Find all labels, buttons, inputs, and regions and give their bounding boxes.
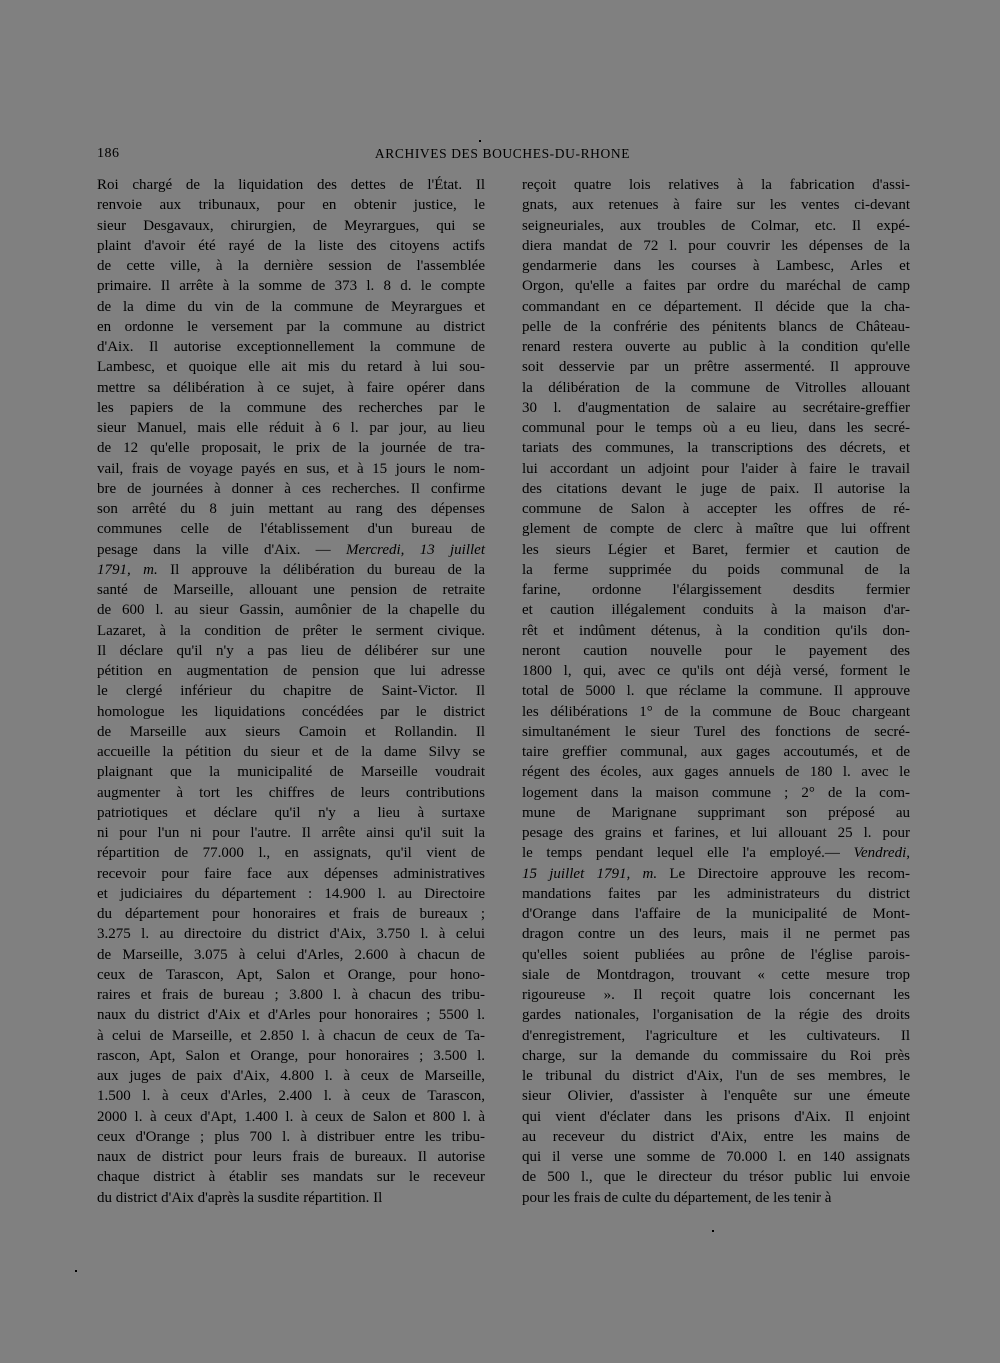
- line-text: rigoureuse ». Il reçoit quatre lois concernant les: [522, 987, 910, 1003]
- line-text: de cette ville, à la dernière session de l'assemblée: [97, 258, 485, 274]
- line-text: ni pour l'un ni pour l'autre. Il arrête ainsi qu'il suit la: [97, 825, 485, 841]
- line-text: d'enregistrement, l'agriculture et les cultivateurs. Il: [522, 1027, 910, 1044]
- line-text: le clergé inférieur du chapitre de Saint-Victor. Il: [97, 683, 485, 700]
- line-text: Le Directoire approuve les recom-: [657, 865, 910, 882]
- left-text-column: [97, 175, 485, 1208]
- line-text: plaignant que la municipalité de Marseille voudrait: [97, 764, 485, 781]
- text-line: [522, 965, 910, 985]
- scan-speck: [75, 1270, 77, 1272]
- text-line: [522, 924, 910, 944]
- text-line: [522, 256, 910, 276]
- line-text: communal pour le temps où a eu lieu, dans les secré-: [522, 420, 910, 436]
- scan-speck: [479, 140, 481, 142]
- line-text: de 600 l. au sieur Gassin, aumônier de la chapelle du: [97, 602, 485, 619]
- text-line: [522, 1046, 910, 1066]
- text-line: [97, 580, 485, 600]
- line-text: 30 l. d'augmentation de salaire au secrétaire-greffier: [522, 399, 910, 416]
- text-line: [522, 681, 910, 701]
- text-line: [97, 681, 485, 701]
- line-text: patriotiques et déclare qu'il n'y a lieu à surtaxe: [97, 804, 485, 821]
- line-text: la ferme supprimée du poids communal de la: [522, 561, 910, 578]
- text-line: [97, 641, 485, 661]
- line-text: renvoie aux tribunaux, pour en obtenir justice, le: [97, 197, 485, 214]
- line-text: chaque district à établir ses mandats sur le receveur: [97, 1169, 485, 1186]
- text-line: [97, 945, 485, 965]
- line-text: siale de Montdragon, trouvant « cette mesure trop: [522, 966, 910, 983]
- text-line: [522, 1086, 910, 1106]
- line-text: ceux d'Orange ; plus 700 l. à distribuer entre les tribu-: [97, 1128, 485, 1145]
- text-line: [522, 722, 910, 742]
- text-line: [97, 904, 485, 924]
- line-text: Lazaret, à la condition de prêter le serment civique.: [97, 622, 485, 639]
- text-line: [522, 1005, 910, 1025]
- line-text: 2000 l. à ceux d'Apt, 1.400 l. à ceux de Salon et 800 l. à: [97, 1108, 485, 1125]
- text-line: [97, 843, 485, 863]
- line-text: du district d'Aix d'après la susdite répartition. Il: [97, 1189, 383, 1206]
- text-line: [97, 256, 485, 276]
- line-text: de Marseille aux sieurs Camoin et Rollandin. Il: [97, 723, 485, 740]
- text-line: [97, 1005, 485, 1025]
- line-text: en ordonne le versement par la commune au district: [97, 318, 485, 335]
- text-line: [97, 783, 485, 803]
- line-text: augmenter à tort les chiffres de leurs contributions: [97, 784, 485, 801]
- text-line: [522, 236, 910, 256]
- line-text: les délibérations 1° de la commune de Bouc chargeant: [522, 703, 910, 720]
- line-text: Il approuve la délibération du bureau de la: [157, 561, 485, 578]
- text-line: [97, 175, 485, 195]
- line-text: diera mandat de 72 l. pour couvrir les dépenses de la: [522, 237, 910, 254]
- line-text: les papiers de la commune des recherches par le: [97, 399, 485, 416]
- text-line: [97, 540, 485, 560]
- text-line: [97, 1107, 485, 1127]
- line-text: seigneuriales, aux troubles de Colmar, etc. Il expé-: [522, 217, 910, 234]
- line-text: et judiciaires du département : 14.900 l. au Directoire: [97, 885, 485, 902]
- page-number: 186: [97, 146, 120, 161]
- line-text: Il déclare qu'il n'y a pas lieu de délibérer sur une: [97, 642, 485, 659]
- page-header: [97, 146, 908, 168]
- line-text: naux du district d'Aix et d'Arles pour honoraires ; 5500 l.: [97, 1007, 485, 1024]
- line-text: régent des écoles, aux gages annuels de 180 l. avec le: [522, 764, 910, 781]
- line-text: plaint d'avoir été rayé de la liste des citoyens actifs: [97, 237, 485, 254]
- text-line: [97, 1127, 485, 1147]
- line-text: raires et frais de bureau ; 3.800 l. à chacun des tribu-: [97, 987, 485, 1003]
- line-text: gendarmerie dans les courses à Lambesc, Arles et: [522, 258, 910, 274]
- text-line: [97, 661, 485, 681]
- line-text: logement dans la maison commune ; 2° de la com-: [522, 784, 910, 801]
- line-text: sieur Olivier, d'assister à l'enquête sur une émeute: [522, 1088, 910, 1105]
- line-text: pesage des grains et farines, et lui allouant 25 l. pour: [522, 825, 910, 841]
- text-line: [522, 1167, 910, 1187]
- text-line: [97, 965, 485, 985]
- line-text: de 500 l., que le directeur du trésor public lui envoie: [522, 1169, 910, 1186]
- line-text: du département pour honoraires et frais de bureaux ;: [97, 906, 485, 922]
- line-text: pétition en augmentation de pension que lui adresse: [97, 663, 485, 679]
- line-text: Lambesc, et quoique elle ait mis du retard à lui sou-: [97, 359, 485, 376]
- line-text: mandations faites par les administrateurs du district: [522, 885, 910, 902]
- line-text: qui il verse une somme de 70.000 l. en 140 assignats: [522, 1149, 910, 1165]
- line-text: et caution illégalement conduits à la maison d'ar-: [522, 602, 910, 619]
- line-text: glement de compte de clerc à maître que lui offrent: [522, 521, 910, 538]
- date-heading: 15 juillet 1791, m.: [522, 865, 658, 882]
- line-text: vail, frais de voyage payés en sus, et à 15 jours le nom-: [97, 460, 485, 477]
- line-text: répartition de 77.000 l., en assignats, qu'il vient de: [97, 845, 485, 862]
- line-text: sieur Desgavaux, chirurgien, de Meyrargues, qui se: [97, 217, 485, 234]
- text-line: [97, 742, 485, 762]
- text-line: [522, 418, 910, 438]
- text-line: [97, 276, 485, 296]
- text-line: [522, 499, 910, 519]
- line-text: total de 5000 l. que réclame la commune. Il approuve: [522, 683, 910, 700]
- date-heading: Vendredi,: [853, 845, 910, 862]
- line-text: qui vient d'éclater dans les prisons d'Aix. Il enjoint: [522, 1108, 910, 1125]
- text-line: [522, 864, 910, 884]
- line-text: neront caution nouvelle pour le payement des: [522, 642, 910, 659]
- text-line: [522, 702, 910, 722]
- text-line: [522, 641, 910, 661]
- text-line: [97, 702, 485, 722]
- line-text: lui accordant un adjoint pour l'aider à faire le travail: [522, 460, 910, 477]
- line-text: la délibération de la commune de Vitrolles allouant: [522, 379, 910, 396]
- text-line: [522, 985, 910, 1005]
- line-text: Roi chargé de la liquidation des dettes de l'État. Il: [97, 177, 485, 193]
- text-line: [97, 438, 485, 458]
- text-line: [97, 803, 485, 823]
- text-line: [522, 742, 910, 762]
- text-line: [97, 1188, 485, 1208]
- text-line: [522, 459, 910, 479]
- text-line: [97, 924, 485, 944]
- text-line: [522, 762, 910, 782]
- line-text: les sieurs Légier et Baret, fermier et caution de: [522, 541, 910, 558]
- line-text: de la dime du vin de la commune de Meyrargues et: [97, 298, 485, 315]
- text-line: [522, 1127, 910, 1147]
- text-line: [522, 337, 910, 357]
- text-line: [97, 1167, 485, 1187]
- text-line: [522, 398, 910, 418]
- line-text: bre de journées à donner à ces recherches. Il confirme: [97, 480, 485, 497]
- line-text: d'Orange dans l'affaire de la municipalité de Mont-: [522, 906, 910, 922]
- line-text: dragon contre un des leurs, mais il ne permet pas: [522, 926, 910, 943]
- line-text: son arrêté du 8 juin mettant au rang des dépenses: [97, 501, 485, 517]
- line-text: accueille la pétition du sieur et de la dame Silvy se: [97, 744, 485, 760]
- line-text: commandant en ce département. Il décide que la cha-: [522, 298, 910, 315]
- line-text: gnats, aux retenues à faire sur les ventes ci-devant: [522, 197, 910, 214]
- line-text: homologue les liquidations concédées par le district: [97, 703, 485, 720]
- text-line: [97, 884, 485, 904]
- text-line: [522, 540, 910, 560]
- right-text-column: [522, 175, 910, 1208]
- text-line: [97, 297, 485, 317]
- text-line: [522, 357, 910, 377]
- text-line: [522, 904, 910, 924]
- line-text: 1800 l, qui, avec ce qu'ils ont déjà versé, forment le: [522, 663, 910, 679]
- text-line: [522, 580, 910, 600]
- text-line: [522, 1107, 910, 1127]
- text-line: [97, 337, 485, 357]
- text-line: [97, 985, 485, 1005]
- line-text: taire greffier communal, aux gages accoutumés, et de: [522, 744, 910, 760]
- text-line: [522, 519, 910, 539]
- line-text: reçoit quatre lois relatives à la fabrication d'assi-: [522, 177, 910, 193]
- line-text: mune de Marignane supprimant son préposé au: [522, 804, 910, 821]
- line-text: 1.500 l. à ceux d'Arles, 2.400 l. à ceux de Tarascon,: [97, 1088, 485, 1105]
- line-text: farine, ordonne l'élargissement desdits fermier: [522, 582, 910, 598]
- date-heading: Mercredi, 13 juillet: [345, 541, 485, 558]
- text-line: [97, 398, 485, 418]
- line-text: pour les frais de culte du département, de les tenir à: [522, 1189, 832, 1206]
- text-line: [97, 1066, 485, 1086]
- line-text: à celui de Marseille, et 2.850 l. à chacun de ceux de Ta-: [97, 1027, 485, 1044]
- line-text: aux juges de paix d'Aix, 4.800 l. à ceux de Marseille,: [97, 1068, 485, 1084]
- text-line: [522, 175, 910, 195]
- text-line: [522, 783, 910, 803]
- line-text: le temps pendant lequel elle l'a employé.—: [522, 845, 854, 862]
- line-text: primaire. Il arrête à la somme de 373 l. 8 d. le compte: [97, 278, 485, 295]
- line-text: recevoir pour faire face aux dépenses administratives: [97, 865, 485, 882]
- text-line: [522, 884, 910, 904]
- text-line: [97, 762, 485, 782]
- running-title: ARCHIVES DES BOUCHES-DU-RHONE: [374, 146, 631, 161]
- line-text: rascon, Apt, Salon et Orange, pour honoraires ; 3.500 l.: [97, 1047, 485, 1064]
- text-line: [522, 1147, 910, 1167]
- text-line: [522, 317, 910, 337]
- text-line: [522, 1066, 910, 1086]
- text-line: [97, 195, 485, 215]
- text-line: [522, 600, 910, 620]
- text-line: [522, 621, 910, 641]
- line-text: simultanément le sieur Turel des fonctions de secré-: [522, 723, 910, 740]
- text-line: [97, 560, 485, 580]
- line-text: soit desservie par un prêtre assermenté. Il approuve: [522, 359, 910, 376]
- text-line: [522, 1188, 910, 1208]
- line-text: d'Aix. Il autorise exceptionnellement la commune de: [97, 339, 485, 355]
- text-line: [522, 216, 910, 236]
- line-text: commune de Salon à accepter les offres de ré-: [522, 501, 910, 517]
- text-line: [522, 378, 910, 398]
- text-line: [97, 519, 485, 539]
- date-heading: 1791, m.: [97, 561, 158, 578]
- text-line: [522, 803, 910, 823]
- line-text: pelle de la confrérie des pénitents blancs de Château-: [522, 318, 910, 335]
- line-text: mettre sa délibération à ce sujet, à faire opérer dans: [97, 379, 485, 396]
- line-text: au receveur du district d'Aix, entre les mains de: [522, 1128, 910, 1145]
- text-line: [97, 317, 485, 337]
- text-line: [97, 357, 485, 377]
- text-line: [97, 459, 485, 479]
- text-line: [522, 438, 910, 458]
- scan-speck: [712, 1230, 714, 1232]
- line-text: ceux de Tarascon, Apt, Salon et Orange, pour hono-: [97, 966, 485, 983]
- text-line: [97, 722, 485, 742]
- text-line: [522, 479, 910, 499]
- text-line: [97, 418, 485, 438]
- line-text: rêt et indûment détenus, à la condition qu'ils don-: [522, 622, 910, 639]
- line-text: gardes nationales, l'organisation de la régie des droits: [522, 1007, 910, 1024]
- line-text: pesage dans la ville d'Aix. —: [97, 541, 346, 558]
- text-line: [97, 499, 485, 519]
- text-line: [522, 1026, 910, 1046]
- text-line: [97, 1026, 485, 1046]
- line-text: de 12 qu'elle proposait, le prix de la journée de tra-: [97, 440, 485, 457]
- line-text: 3.275 l. au directoire du district d'Aix, 3.750 l. à celui: [97, 926, 485, 943]
- line-text: communes celle de l'établissement d'un bureau de: [97, 521, 485, 538]
- line-text: des citations devant le juge de paix. Il autorise la: [522, 480, 910, 497]
- text-line: [97, 1086, 485, 1106]
- text-line: [97, 216, 485, 236]
- line-text: tariats des communes, la transcriptions des décrets, et: [522, 440, 910, 457]
- text-line: [97, 600, 485, 620]
- text-line: [97, 479, 485, 499]
- line-text: Orgon, qu'elle a faites par ordre du maréchal de camp: [522, 278, 910, 295]
- line-text: de Marseille, 3.075 à celui d'Arles, 2.600 à chacun de: [97, 946, 485, 963]
- line-text: santé de Marseille, allouant une pension de retraite: [97, 582, 485, 598]
- text-line: [522, 823, 910, 843]
- text-line: [97, 378, 485, 398]
- line-text: renard restera ouverte au public à la condition qu'elle: [522, 339, 910, 355]
- line-text: charge, sur la demande du commissaire du Roi près: [522, 1047, 910, 1064]
- text-line: [97, 1046, 485, 1066]
- text-line: [97, 1147, 485, 1167]
- text-line: [522, 945, 910, 965]
- text-line: [522, 843, 910, 863]
- text-line: [522, 560, 910, 580]
- text-line: [97, 823, 485, 843]
- line-text: naux de district pour leurs frais de bureaux. Il autorise: [97, 1149, 485, 1165]
- line-text: sieur Manuel, mais elle réduit à 6 l. par jour, au lieu: [97, 420, 485, 436]
- text-line: [97, 864, 485, 884]
- text-line: [522, 297, 910, 317]
- text-line: [97, 236, 485, 256]
- text-line: [522, 276, 910, 296]
- text-line: [97, 621, 485, 641]
- text-line: [522, 195, 910, 215]
- line-text: qu'elles soient publiées au prône de l'église parois-: [522, 946, 910, 963]
- text-line: [522, 661, 910, 681]
- line-text: le tribunal du district d'Aix, l'un de ses membres, le: [522, 1068, 910, 1084]
